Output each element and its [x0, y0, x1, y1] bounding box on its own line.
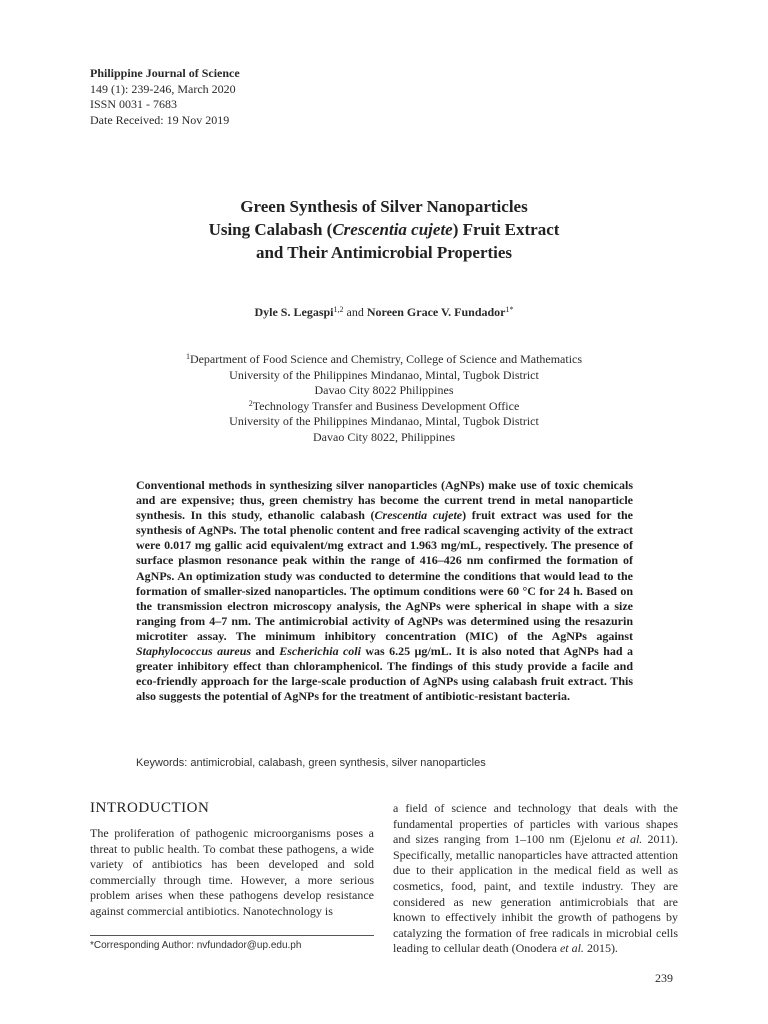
- affiliation-2-line-1: $^2$Technology Transfer and Business Development Office: [248, 398, 520, 413]
- affiliation-1-line-2: University of the Philippines Mindanao, Mintal, Tugbok District: [229, 367, 539, 382]
- journal-info: [90, 66, 240, 128]
- author-list: [90, 305, 678, 320]
- author-conjunction: and: [343, 305, 367, 319]
- introduction-column-2: a field of science and technology that deals with the fundamental properties of particles with various shapes and sizes ranging from 1–100 nm (Ejelonu et al. 2011). Specifically, metallic nanoparticles have attracted attention due to their application in the medical field as well as cosmetics, food, paint, and textile industry. They are considered as new generation antimicrobials that are known to effectively inhibit the growth of pathogens by catalyzing the formation of free radicals in microbial cells leading to cellular death (Onodera et al. 2015).: [393, 801, 678, 956]
- corresponding-author-footnote: *Corresponding Author: nvfundador@up.edu.ph: [90, 940, 302, 951]
- journal-issn: ISSN 0031 - 7683: [90, 97, 178, 111]
- author-1-affiliation: 1,2: [333, 305, 344, 314]
- affiliation-1-line-3: Davao City 8022 Philippines: [314, 383, 454, 397]
- author-2-affiliation: 1*: [505, 305, 514, 314]
- title-line-1: Green Synthesis of Silver Nanoparticles: [240, 197, 528, 216]
- page-number: 239: [655, 971, 673, 985]
- species-name: Crescentia cujete: [332, 220, 453, 239]
- author-1: Dyle S. Legaspi: [254, 305, 334, 319]
- date-received: Date Received: 19 Nov 2019: [90, 112, 230, 127]
- title-line-3: and Their Antimicrobial Properties: [255, 243, 513, 262]
- journal-name: Philippine Journal of Science: [90, 66, 240, 80]
- footnote-rule: [90, 935, 374, 936]
- author-2: Noreen Grace V. Fundador: [366, 305, 506, 319]
- affiliation-2-line-2: University of the Philippines Mindanao, Mintal, Tugbok District: [229, 414, 539, 428]
- journal-volume: 149 (1): 239-246, March 2020: [90, 81, 236, 96]
- affiliations: [90, 352, 678, 445]
- abstract: Conventional methods in synthesizing silver nanoparticles (AgNPs) make use of toxic chemicals and are expensive; thus, green chemistry has become the current trend in metal nanoparticle synthesis. In this study, ethanolic calabash (Crescentia cujete) fruit extract was used for the synthesis of AgNPs. The total phenolic content and free radical scavenging activity of the extract were 0.017 mg gallic acid equivalent/mg extract and 1.963 mg/mL, respectively. The presence of surface plasmon resonance peak within the range of 416–426 nm confirmed the formation of AgNPs. An optimization study was conducted to determine the conditions that would lead to the formation of smaller-sized nanoparticles. The optimum conditions were 60 °C for 24 h. Based on the transmission electron microscopy analysis, the AgNPs were spherical in shape with a size ranging from 4–7 nm. The antimicrobial activity of AgNPs was determined using the resazurin microtiter assay. The minimum inhibitory concentration (MIC) of the AgNPs against Staphylococcus aureus and Escherichia coli was 6.25 µg/mL. It is also noted that AgNPs had a greater inhibitory effect than chloramphenicol. The findings of this study provide a facile and eco-friendly approach for the large-scale production of AgNPs using calabash fruit extract. This also suggests the potential of AgNPs for the treatment of antibiotic-resistant bacteria.: [136, 478, 634, 704]
- title-line-2: Using Calabash (Crescentia cujete) Fruit Extract: [208, 220, 560, 239]
- introduction-column-1: The proliferation of pathogenic microorganisms poses a threat to public health. To combat these pathogens, a wide variety of antibiotics has been developed and sold commercially through time. However, a more serious problem arises when these pathogens develop resistance against commercial antibiotics. Nanotechnology is: [90, 826, 374, 918]
- paper-title: [90, 195, 678, 264]
- affiliation-1-line-1: $^1$Department of Food Science and Chemistry, College of Science and Mathematics: [185, 352, 583, 366]
- affiliation-2-line-3: Davao City 8022, Philippines: [313, 429, 455, 444]
- section-heading-introduction: INTRODUCTION: [90, 800, 210, 816]
- keywords: Keywords: antimicrobial, calabash, green synthesis, silver nanoparticles: [136, 757, 486, 769]
